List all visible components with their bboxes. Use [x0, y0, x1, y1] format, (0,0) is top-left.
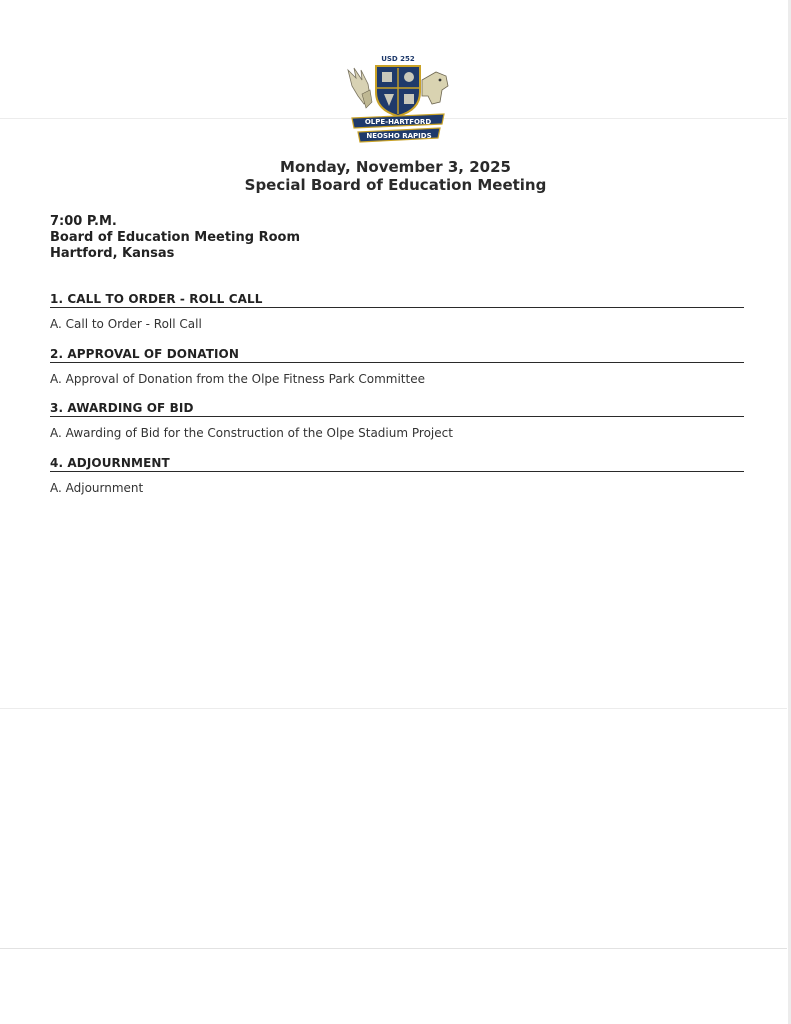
section-divider: [50, 416, 744, 417]
meeting-room: Board of Education Meeting Room: [50, 230, 301, 245]
section-heading: 2. APPROVAL OF DONATION: [50, 347, 239, 361]
agenda-item: A. Call to Order - Roll Call: [50, 317, 202, 331]
meeting-location: Hartford, Kansas: [50, 246, 175, 261]
crest-top-text: USD 252: [381, 55, 415, 63]
scan-fold-line: [0, 948, 787, 949]
agenda-section-call-to-order: [50, 292, 744, 331]
agenda-item: A. Approval of Donation from the Olpe Fitness Park Committee: [50, 372, 425, 386]
eagle-icon: [348, 68, 372, 108]
district-crest-logo: [344, 50, 452, 146]
agenda-item: A. Awarding of Bid for the Construction of the Olpe Stadium Project: [50, 426, 453, 440]
meeting-time: 7:00 P.M.: [50, 214, 117, 229]
section-heading: 4. ADJOURNMENT: [50, 456, 170, 470]
bulldog-icon: [422, 72, 448, 104]
shield-icon: [376, 66, 420, 116]
banner-line-1: OLPE-HARTFORD: [364, 118, 432, 126]
document-title: [0, 158, 791, 194]
section-heading: 3. AWARDING OF BID: [50, 401, 194, 415]
section-divider: [50, 362, 744, 363]
agenda-item: A. Adjournment: [50, 481, 144, 495]
scan-fold-line: [0, 708, 787, 709]
section-divider: [50, 307, 744, 308]
meeting-type: Special Board of Education Meeting: [244, 176, 547, 194]
agenda-section-approval-of-donation: [50, 347, 744, 386]
agenda-section-adjournment: [50, 456, 744, 495]
meeting-info: [50, 214, 300, 262]
section-heading: 1. CALL TO ORDER - ROLL CALL: [50, 292, 263, 306]
section-divider: [50, 471, 744, 472]
banner-line-2: NEOSHO RAPIDS: [366, 132, 432, 140]
crest-banner: [352, 114, 444, 142]
agenda-section-awarding-of-bid: [50, 401, 744, 440]
meeting-date: Monday, November 3, 2025: [280, 158, 511, 176]
